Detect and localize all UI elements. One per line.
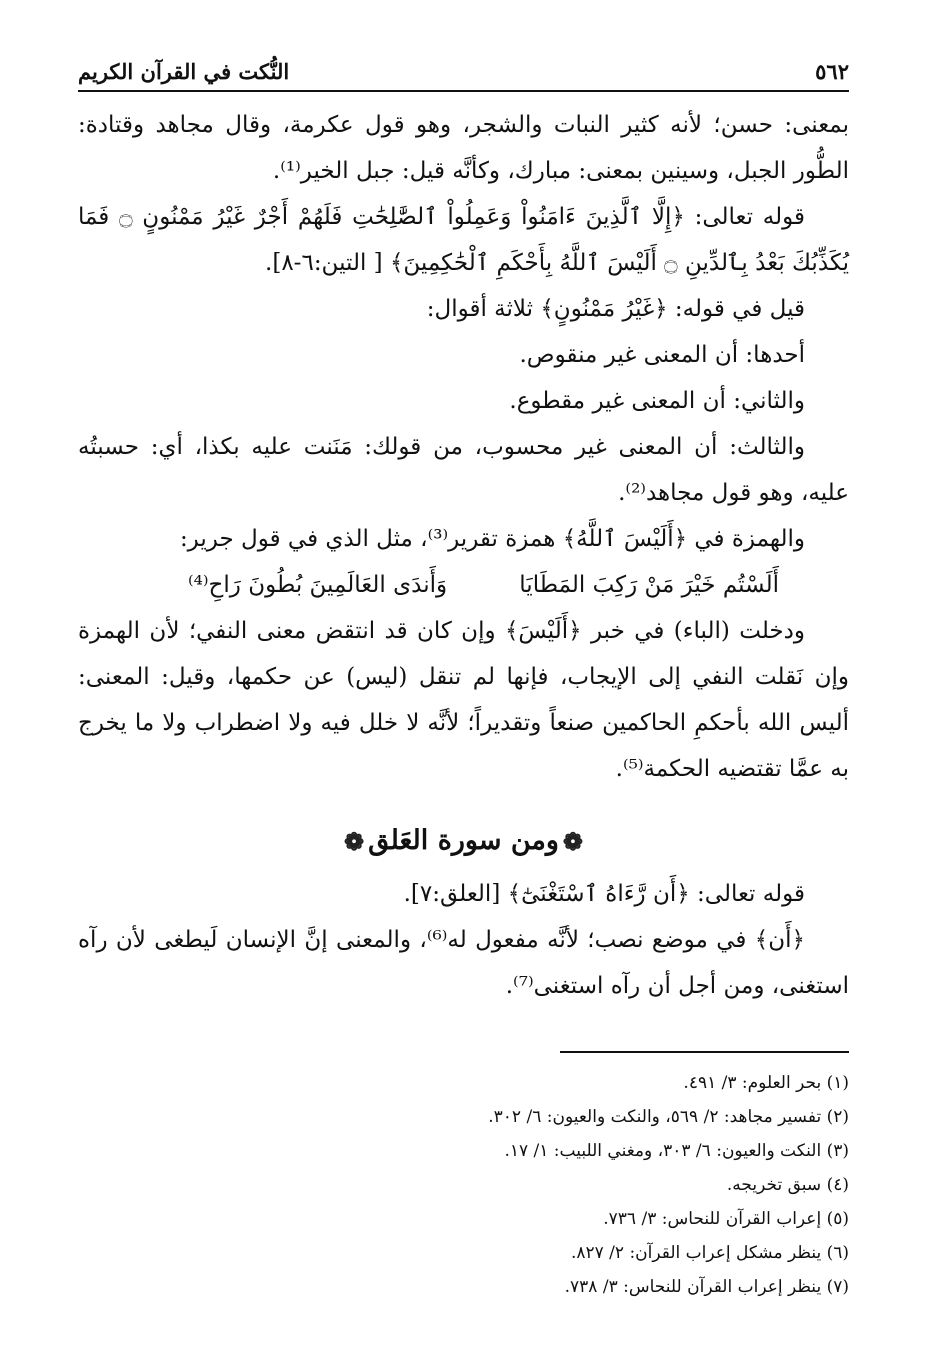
page-header — [78, 44, 849, 84]
paragraph: بمعنى: حسن؛ لأنه كثير النبات والشجر، وهو قول عكرمة، وقال مجاهد وقتادة: الطُّور الجبل، وسينين بمعنى: مبارك، وكأنَّه قيل: جبل الخير⁽¹⁾. — [78, 112, 849, 184]
paragraph: والثالث: أن المعنى غير محسوب، من قولك: مَنَنت عليه بكذا، أي: حسبتُه عليه، وهو قول مجاهد⁽²⁾. — [78, 434, 849, 506]
paragraph: ﴿أَن﴾ في موضع نصب؛ لأنَّه مفعول له⁽⁶⁾، والمعنى إنَّ الإنسان لَيطغى لأن رآه استغنى، ومن أجل أن رآه استغنى⁽⁷⁾. — [78, 926, 849, 999]
footnote: (٥) إعراب القرآن للنحاس: ٣/ ٧٣٦. — [603, 1209, 849, 1229]
paragraph: والثاني: أن المعنى غير مقطوع. — [509, 388, 805, 414]
paragraph: أحدها: أن المعنى غير منقوص. — [519, 342, 805, 368]
book-title: النُّكت في القرآن الكريم — [78, 59, 290, 84]
paragraph: ودخلت (الباء) في خبر ﴿أَلَيْسَ﴾ وإن كان قد انتقض معنى النفي؛ لأن الهمزة وإن نَقلت النفي إلى الإيجاب، فإنها لم تنقل (ليس) عن حكمها، وقيل: المعنى: أليس الله بأحكمِ الحاكمين صنعاً وتقديراً؛ لأنَّه لا خلل فيه ولا اضطراب ولا ما يخرج به عمَّا تقتضيه الحكمة⁽⁵⁾. — [78, 618, 849, 782]
verse-second-hemistich: وَأَندَى العَالَمِينَ بُطُونَ رَاحِ⁽⁴⁾ — [188, 572, 448, 598]
ornament-icon: ❁ — [562, 826, 584, 856]
page-number: ٥٦٢ — [815, 59, 849, 84]
main-text — [78, 102, 849, 1009]
surah-heading — [78, 816, 849, 867]
poetry-verse — [78, 562, 849, 608]
quran-verse-paragraph: قوله تعالى: ﴿إِلَّا ٱلَّذِينَ ءَامَنُواْ وَعَمِلُواْ ٱلصَّٰلِحَٰتِ فَلَهُمْ أَجْرٌ غَيْرُ مَمْنُونٍ ۝ فَمَا يُكَذِّبُكَ بَعْدُ بِٱلدِّينِ ۝ أَلَيْسَ ٱللَّهُ بِأَحْكَمِ ٱلْحَٰكِمِينَ﴾ [ التين:٦-٨]. — [78, 204, 849, 276]
paragraph: قيل في قوله: ﴿غَيْرُ مَمْنُونٍ﴾ ثلاثة أقوال: — [426, 296, 805, 322]
footnotes — [78, 1066, 849, 1304]
footnote: (٦) ينظر مشكل إعراب القرآن: ٢/ ٨٢٧. — [570, 1243, 849, 1263]
footnote-divider — [560, 1051, 849, 1053]
footnote: (٢) تفسير مجاهد: ٢/ ٥٦٩، والنكت والعيون: ٦/ ٣٠٢. — [488, 1107, 849, 1127]
header-divider — [78, 90, 849, 92]
surah-title: ومن سورة العَلق — [368, 825, 559, 856]
footnote: (٤) سبق تخريجه. — [726, 1175, 849, 1195]
footnote: (٧) ينظر إعراب القرآن للنحاس: ٣/ ٧٣٨. — [564, 1277, 849, 1297]
paragraph: والهمزة في ﴿أَلَيْسَ ٱللَّهُ﴾ همزة تقرير⁽³⁾، مثل الذي في قول جرير: — [179, 526, 805, 552]
footnote: (٣) النكت والعيون: ٦/ ٣٠٣، ومغني اللبيب: ١/ ١٧. — [504, 1141, 849, 1161]
footnote: (١) بحر العلوم: ٣/ ٤٩١. — [683, 1073, 849, 1093]
verse-first-hemistich: أَلَسْتُم خَيْرَ مَنْ رَكِبَ المَطَايَا — [519, 572, 779, 598]
ornament-icon: ❁ — [343, 826, 365, 856]
quran-verse-paragraph: قوله تعالى: ﴿أَن رَّءَاهُ ٱسْتَغْنَىٰٓ﴾ [العلق:٧]. — [403, 880, 805, 907]
